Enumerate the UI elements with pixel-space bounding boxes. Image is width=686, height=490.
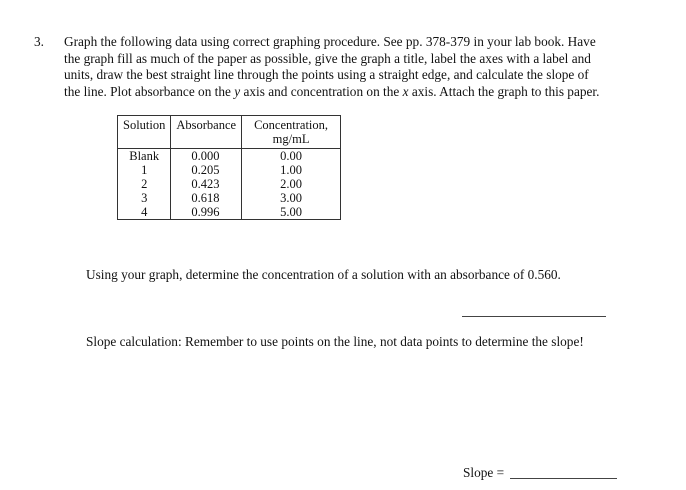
table-row — [118, 149, 341, 164]
x-variable: x — [402, 83, 409, 99]
table-row — [118, 205, 341, 220]
table-header-row — [118, 116, 341, 149]
concentration-question: Using your graph, determine the concentration of a solution with an absorbance of 0.560. — [86, 267, 561, 282]
header-solution: Solution — [118, 116, 171, 149]
absorbance-cell: 0.618 — [171, 191, 242, 205]
solution-cell: 2 — [118, 177, 171, 191]
solution-cell: 3 — [118, 191, 171, 205]
slope-instruction: Slope calculation: Remember to use points on the line, not data points to determine the slope! — [86, 334, 584, 349]
absorbance-cell: 0.423 — [171, 177, 242, 191]
header-absorbance: Absorbance — [171, 116, 242, 149]
concentration-cell: 3.00 — [242, 191, 341, 205]
slope-label: Slope = — [463, 465, 505, 480]
question-line: the graph fill as much of the paper as possible, give the graph a title, label the axes with a label and — [64, 50, 591, 66]
concentration-cell: 5.00 — [242, 205, 341, 220]
question-number: 3. — [34, 34, 44, 49]
solution-cell: Blank — [118, 149, 171, 164]
solution-cell: 1 — [118, 163, 171, 177]
concentration-cell: 0.00 — [242, 149, 341, 164]
header-concentration: Concentration, mg/mL — [242, 116, 341, 149]
table-row — [118, 191, 341, 205]
absorbance-cell: 0.205 — [171, 163, 242, 177]
concentration-cell: 1.00 — [242, 163, 341, 177]
table-row — [118, 163, 341, 177]
question-line-last: the line. Plot absorbance on the y axis and concentration on the x axis. Attach the graph to this paper. — [64, 83, 600, 99]
data-table — [117, 115, 341, 220]
question-text — [64, 34, 664, 100]
question-line: units, draw the best straight line through the points using a straight edge, and calculate the slope of — [64, 67, 589, 82]
absorbance-cell: 0.000 — [171, 149, 242, 164]
slope-answer-line[interactable] — [510, 478, 617, 479]
absorbance-cell: 0.996 — [171, 205, 242, 220]
question-line: Graph the following data using correct graphing procedure. See pp. 378-379 in your lab book. Have — [64, 34, 596, 49]
concentration-cell: 2.00 — [242, 177, 341, 191]
solution-cell: 4 — [118, 205, 171, 220]
y-variable: y — [234, 83, 241, 99]
table-row — [118, 177, 341, 191]
concentration-answer-line[interactable] — [462, 316, 606, 317]
